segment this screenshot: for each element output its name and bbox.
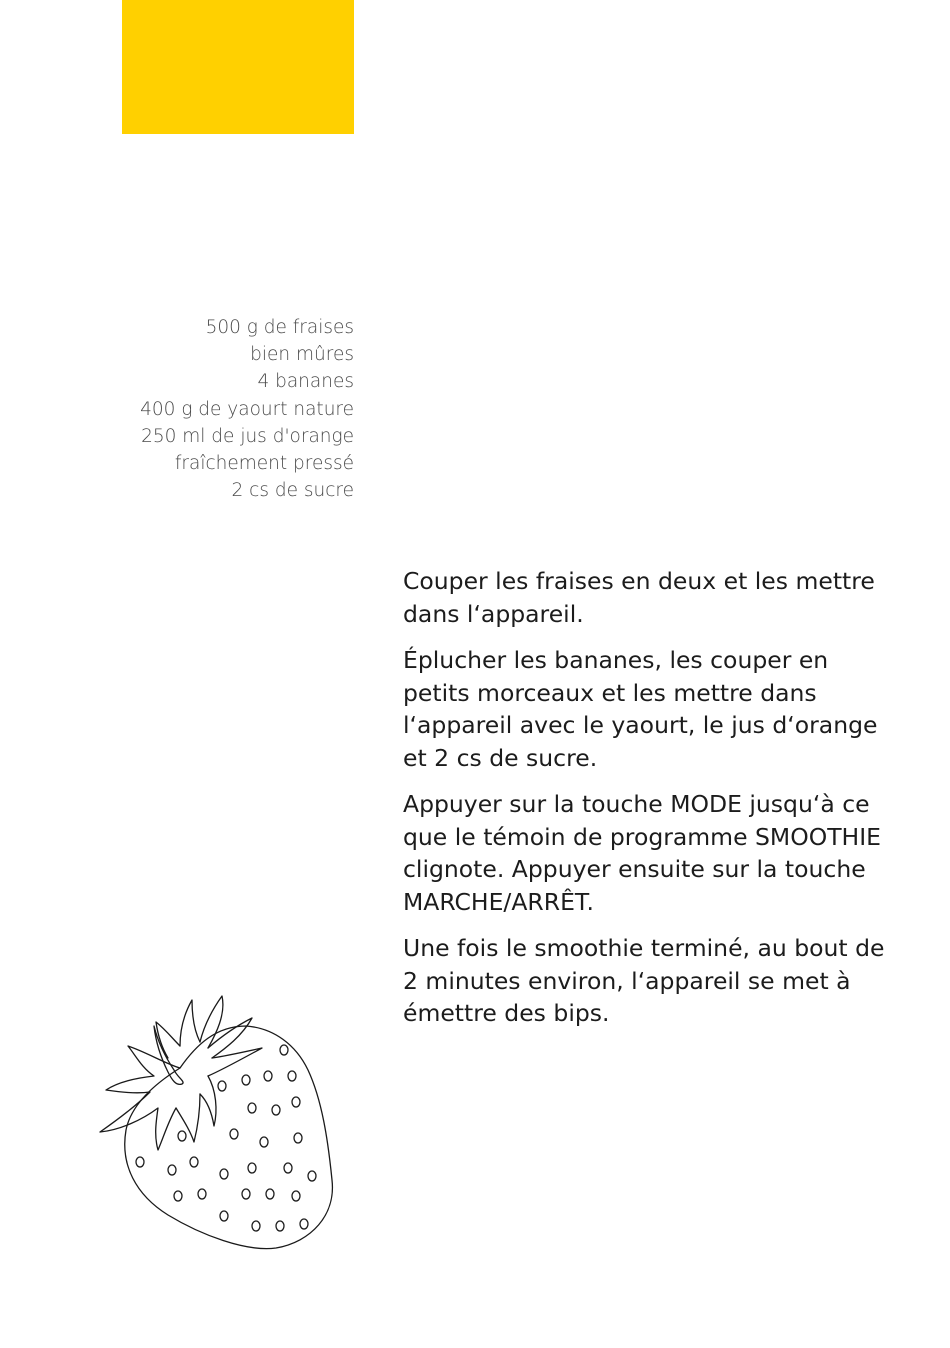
instruction-step: Couper les fraises en deux et les mettre dans l‘appareil. <box>403 567 875 628</box>
strawberry-illustration-icon <box>96 990 340 1254</box>
ingredient-item: 4 bananes <box>257 371 354 393</box>
instructions <box>403 565 893 1044</box>
ingredient-item: 500 g de fraises <box>205 317 354 338</box>
ingredient-item: 250 ml de jus d'orange <box>141 425 354 447</box>
ingredient-item: bien mûres <box>250 344 354 366</box>
ingredient-item: 2 cs de sucre <box>231 480 354 502</box>
yellow-accent-block <box>122 0 354 134</box>
ingredient-item: fraîchement pressé <box>174 453 354 475</box>
instruction-step: Éplucher les bananes, les couper en petits morceaux et les mettre dans l‘appareil avec le yaourt, le jus d‘orange et 2 cs de sucre. <box>403 646 878 772</box>
ingredient-list <box>94 314 354 504</box>
instruction-step: Une fois le smoothie terminé, au bout de 2 minutes environ, l‘appareil se met à émettre des bips. <box>403 934 885 1027</box>
instruction-step: Appuyer sur la touche MODE jusqu‘à ce que le témoin de programme SMOOTHIE clignote. Appuyer ensuite sur la touche MARCHE/ARRÊT. <box>403 790 881 916</box>
ingredient-item: 400 g de yaourt nature <box>140 398 354 420</box>
